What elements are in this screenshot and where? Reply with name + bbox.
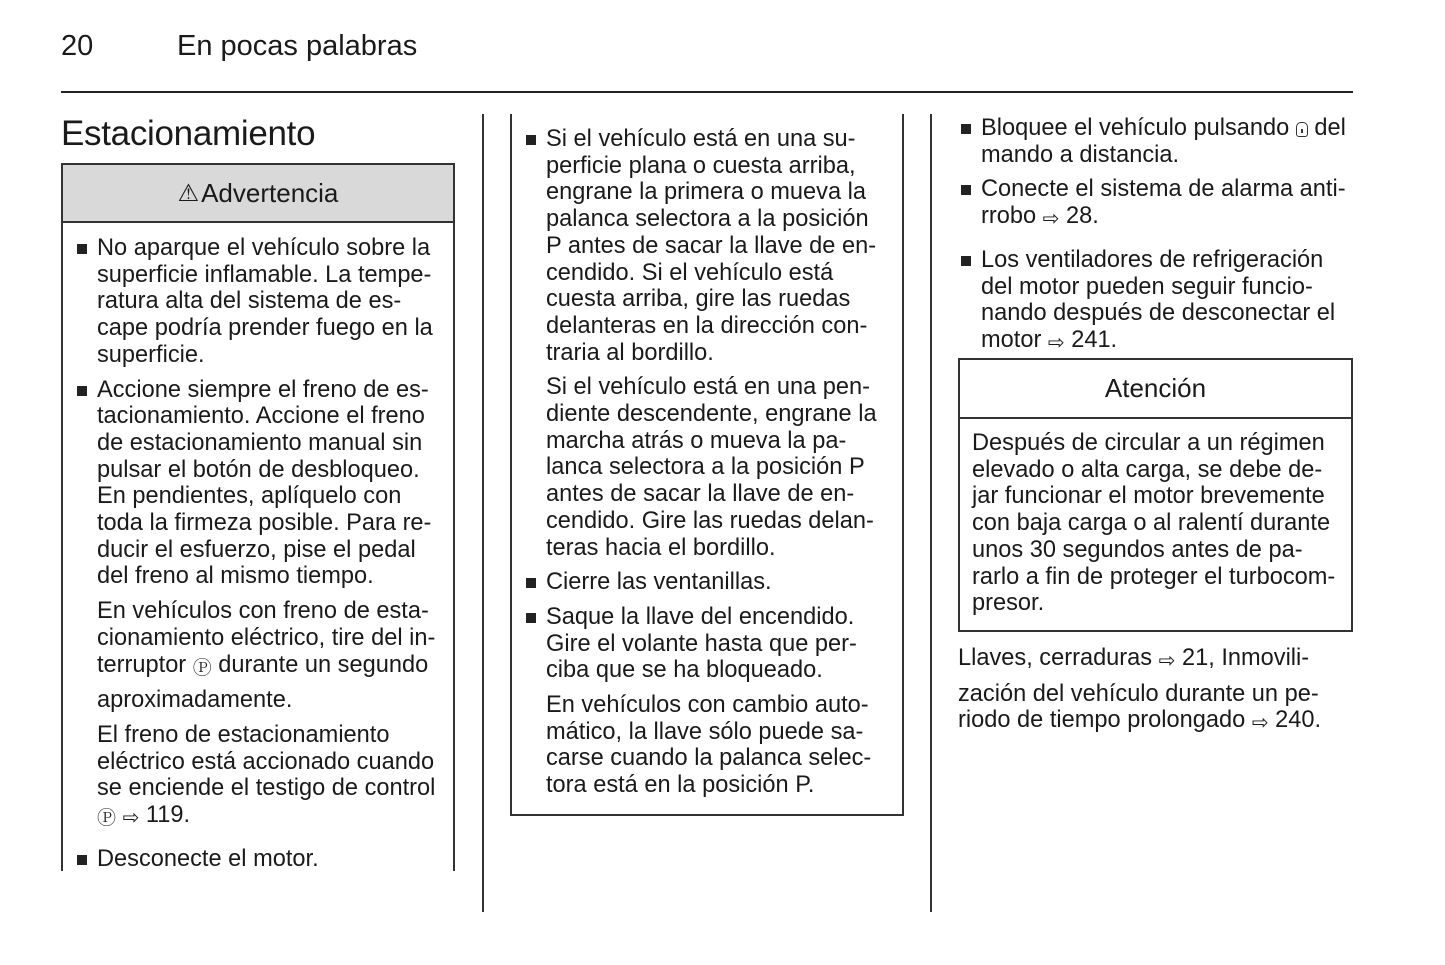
text-line: cionamiento eléctrico, tire del in- [97,624,436,651]
text-line: superficie inflamable. La tempe- [97,261,432,288]
text-line: mando a distancia. [981,141,1180,168]
text-line: perficie plana o cuesta arriba, [546,152,856,179]
text-line: Después de circular a un régimen [972,430,1325,456]
text-line: Los ventiladores de refrigeración [981,246,1324,273]
text-line: cendido. Gire las ruedas delan- [546,507,874,534]
text-line: motor 241. [981,327,1356,363]
arrow-reference-icon [1043,206,1060,239]
text-line: Cierre las ventanillas. [546,569,772,596]
text-line: eléctrico está accionado cuando [97,748,435,775]
bullet-item [981,247,1356,363]
bullet-item [97,377,457,591]
header-divider [61,91,1353,93]
bullet-item [97,846,457,873]
text-line: rarlo a fin de proteger el turbocom- [972,563,1336,590]
text-line: Llaves, cerraduras 21, Inmovili- [958,645,1348,681]
text-line: nando después de desconectar el [981,300,1336,327]
text-line: rrobo 28. [981,203,1356,239]
paragraph [546,374,891,561]
text-line: En vehículos con cambio auto- [546,692,869,719]
paragraph [958,645,1348,743]
chapter-title: En pocas palabras [177,30,418,62]
text-line: ducir el esfuerzo, pise el pedal [97,536,416,563]
text-line: mático, la llave sólo puede sa- [546,718,864,745]
text-line: palanca selectora a la posición [546,206,869,233]
paragraph [546,692,891,799]
paragraph [972,430,1347,617]
bullet-item [981,176,1356,238]
parking-brake-icon [193,656,212,688]
arrow-reference-icon [123,805,140,838]
attention-body [972,430,1347,625]
section-title: Estacionamiento [61,114,316,153]
page-number: 20 [61,30,94,62]
arrow-reference-icon [1159,648,1176,681]
text-line: tacionamiento. Accione el freno [97,403,425,430]
text-line: diente descendente, engrane la [546,401,877,428]
text-line: Si el vehículo está en una pen- [546,374,870,401]
text-line: engrane la primera o mueva la [546,179,867,206]
text-line: En vehículos con freno de esta- [97,598,429,625]
bullet-item [546,126,891,366]
column2-body [546,126,891,807]
text-line: zación del vehículo durante un pe- [958,680,1319,707]
text-line: Saque la llave del encendido. [546,603,855,630]
paragraph [97,598,457,714]
text-line: terruptor durante un segundo [97,652,457,688]
column-divider [482,114,484,912]
text-line: cendido. Si el vehículo está [546,259,834,286]
text-line: 119. [97,802,457,838]
arrow-reference-icon [1252,710,1269,743]
text-line: superficie. [97,341,205,368]
text-line: presor. [972,590,1045,617]
warning-header [63,165,453,223]
column3-body [981,115,1356,371]
text-line: lanca selectora a la posición P [546,454,865,481]
attention-header: Atención [960,360,1351,419]
text-line: ratura alta del sistema de es- [97,288,402,315]
text-line: Accione siempre el freno de es- [97,376,429,403]
text-line: Desconecte el motor. [97,845,319,872]
text-line: Bloquee el vehículo pulsando del [981,115,1346,141]
text-line: unos 30 segundos antes de pa- [972,536,1303,563]
text-line: del freno al mismo tiempo. [97,563,374,590]
text-line: pulsar el botón de desbloqueo. [97,456,420,483]
bullet-item [546,604,891,684]
text-line: Gire el volante hasta que per- [546,630,857,657]
paragraph [97,722,457,838]
text-line: Conecte el sistema de alarma anti- [981,176,1346,203]
text-line: marcha atrás o mueva la pa- [546,427,847,454]
bullet-item [981,115,1356,168]
text-line: En pendientes, aplíquelo con [97,483,402,510]
text-line: riodo de tiempo prolongado 240. [958,707,1348,743]
parking-brake-icon [97,806,116,838]
text-line: El freno de estacionamiento [97,721,390,748]
text-line: del motor pueden seguir funcio- [981,273,1313,300]
warning-title: Advertencia [201,177,339,208]
text-line: cuesta arriba, gire las ruedas [546,286,851,313]
lock-icon [1296,122,1308,137]
text-line: Si el vehículo está en una su- [546,126,856,152]
warning-body [97,235,457,880]
text-line: traria al bordillo. [546,339,714,366]
bullet-item [97,235,457,369]
text-line: carse cuando la palanca selec- [546,745,872,772]
bullet-item [546,569,891,596]
text-line: teras hacia el bordillo. [546,534,776,561]
column-divider [930,114,932,912]
text-line: jar funcionar el motor brevemente [972,483,1325,510]
text-line: antes de sacar la llave de en- [546,481,855,508]
text-line: aproximadamente. [97,687,293,714]
text-line: cape podría prender fuego en la [97,315,433,342]
cross-references [958,645,1348,751]
text-line: ciba que se ha bloqueado. [546,657,823,684]
text-line: se enciende el testigo de control [97,775,436,802]
text-line: con baja carga o al ralentí durante [972,510,1331,537]
warning-icon: ⚠ [177,179,200,207]
text-line: P antes de sacar la llave de en- [546,232,877,259]
text-line: toda la firmeza posible. Para re- [97,510,432,537]
text-line: tora está en la posición P. [546,772,815,799]
text-line: elevado o alta carga, se debe de- [972,456,1323,483]
text-line: No aparque el vehículo sobre la [97,235,431,261]
text-line: delanteras en la dirección con- [546,312,868,339]
text-line: de estacionamiento manual sin [97,429,423,456]
